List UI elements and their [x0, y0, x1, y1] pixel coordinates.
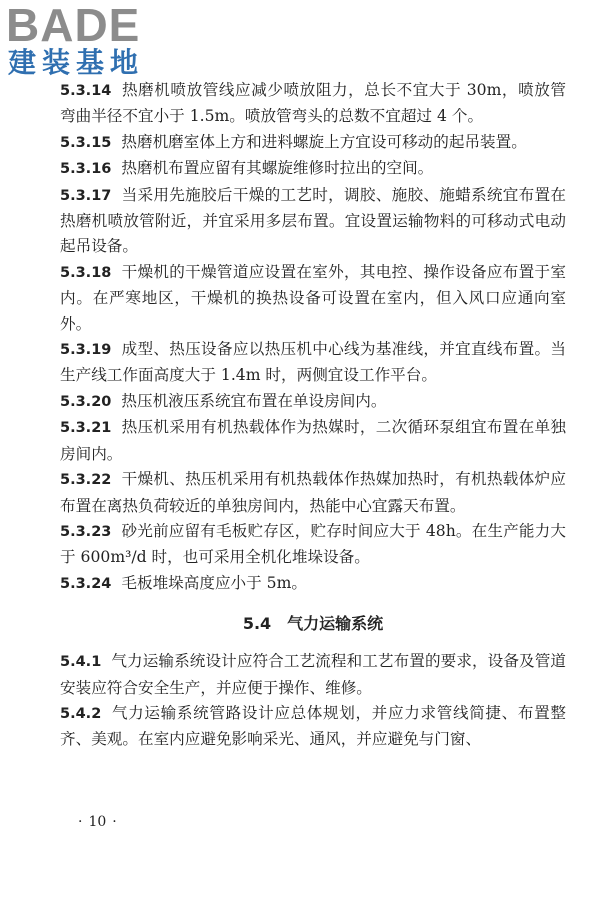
clause: [60, 389, 566, 415]
clause: [60, 649, 566, 701]
clause-text: 热压机液压系统宜布置在单设房间内。: [121, 391, 387, 410]
clause-text: 气力运输系统管路设计应总体规划，并应力求管线简捷、布置整齐、美观。在室内应避免影响采光、通风，并应避免与门窗、: [60, 703, 566, 749]
page-number-dot-left: ·: [78, 814, 83, 830]
clause: [60, 183, 566, 260]
clause: [60, 467, 566, 519]
clause: [60, 337, 566, 389]
clause-text: 气力运输系统设计应符合工艺流程和工艺布置的要求，设备及管道安装应符合安全生产，并应便于操作、维修。: [60, 652, 566, 697]
clauses-5-3: [60, 78, 566, 597]
section-title: 气力运输系统: [287, 614, 384, 634]
clause-text: 砂光前应留有毛板贮存区，贮存时间应大于 48h。在生产能力大于 600m³/d 时，也可采用全机化堆垛设备。: [60, 521, 566, 567]
page-number-dot-right: ·: [112, 814, 117, 830]
clause-number: 5.3.24: [60, 575, 112, 592]
bade-logo: [6, 2, 144, 78]
clause: [60, 78, 566, 130]
clause-text: 毛板堆垛高度应小于 5m。: [121, 573, 307, 592]
document-body: [60, 78, 566, 753]
clause-number: 5.3.14: [60, 83, 112, 99]
clause-text: 干燥机的干燥管道应设置在室外，其电控、操作设备应布置于室内。在严寒地区，干燥机的换热设备可设置在室内，但入风口应通向室外。: [60, 262, 566, 333]
logo-latin-text: BADE: [6, 0, 141, 51]
clause-number: 5.4.2: [60, 705, 102, 722]
clause-number: 5.3.18: [60, 264, 112, 281]
section-number: 5.4: [242, 614, 272, 634]
clause-number: 5.3.23: [60, 523, 112, 540]
clause-text: 热压机采用有机热载体作为热媒时，二次循环泵组宜布置在单独房间内。: [60, 418, 566, 463]
clause: [60, 571, 566, 597]
clause: [60, 156, 566, 182]
page-number-value: 10: [88, 814, 107, 830]
clause-text: 当采用先施胶后干燥的工艺时，调胶、施胶、施蜡系统宜布置在热磨机喷放管附近，并宜采用多层布置。宜设置运输物料的可移动式电动起吊设备。: [60, 185, 566, 256]
clause-number: 5.3.16: [60, 161, 112, 178]
clause-text: 成型、热压设备应以热压机中心线为基准线，并宜直线布置。当生产线工作面高度大于 1.4m 时，两侧宜设工作平台。: [60, 340, 566, 385]
clause: [60, 130, 566, 156]
clause-number: 5.3.21: [60, 420, 112, 437]
clause-text: 热磨机磨室体上方和进料螺旋上方宜设可移动的起吊装置。: [121, 132, 527, 151]
section-heading: [60, 611, 566, 637]
clause-text: 干燥机、热压机采用有机热载体作热媒加热时，有机热载体炉应布置在离热负荷较近的单独房间内，热能中心宜露天布置。: [60, 470, 566, 515]
clause-text: 热磨机喷放管线应减少喷放阻力，总长不宜大于 30m，喷放管弯曲半径不宜小于 1.5m。喷放管弯头的总数不宜超过 4 个。: [60, 81, 566, 126]
clause-number: 5.3.15: [60, 134, 112, 151]
clause-number: 5.3.19: [60, 342, 112, 359]
clauses-5-4: [60, 649, 566, 753]
clause: [60, 519, 566, 571]
clause-number: 5.4.1: [60, 654, 102, 671]
clause: [60, 701, 566, 753]
clause-number: 5.3.20: [60, 393, 112, 410]
clause-text: 热磨机布置应留有其螺旋维修时拉出的空间。: [121, 159, 434, 178]
logo-chinese-text: 建装基地: [8, 46, 145, 79]
page-number: [72, 814, 123, 830]
clause: [60, 415, 566, 467]
clause-number: 5.3.22: [60, 472, 112, 489]
clause: [60, 260, 566, 337]
clause-number: 5.3.17: [60, 187, 112, 204]
